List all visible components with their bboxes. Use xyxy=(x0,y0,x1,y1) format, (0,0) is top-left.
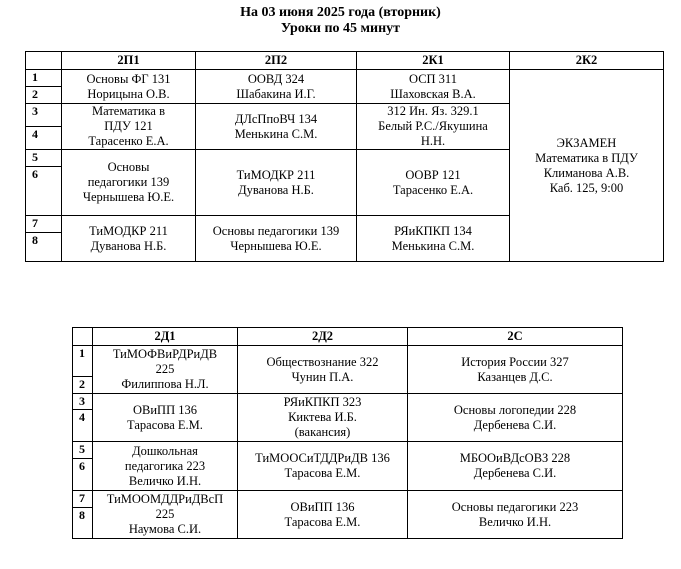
subject: Основы логопедии 228 xyxy=(453,402,577,417)
teacher: Н.Н. xyxy=(420,134,446,148)
lesson-cell xyxy=(357,216,510,262)
group-header-2k2: 2К2 xyxy=(510,52,664,70)
subject: ОВиПП 136 xyxy=(290,499,355,514)
exam-cell xyxy=(510,70,664,262)
subject: ООВР 121 xyxy=(405,167,461,182)
subject: 225 xyxy=(155,362,175,376)
teacher: Тарасова Е.М. xyxy=(127,417,203,432)
subject: ТиМОДКР 211 xyxy=(236,167,316,182)
subject: Математика в xyxy=(91,104,165,118)
lesson-number: 8 xyxy=(73,508,93,539)
teacher: Норицына О.В. xyxy=(87,86,170,101)
subject: Основы педагогики 139 xyxy=(212,223,340,238)
subject: Основы педагогики 223 xyxy=(451,499,579,514)
lesson-number: 1 xyxy=(73,346,93,377)
subject: педагогика 223 xyxy=(124,458,206,473)
exam-label: ЭКЗАМЕН xyxy=(556,135,617,150)
lesson-cell xyxy=(357,150,510,216)
exam-subject: Математика в ПДУ xyxy=(535,150,638,165)
lesson-duration-note: Уроки по 45 минут xyxy=(280,21,401,36)
teacher: Дуванова Н.Б. xyxy=(238,182,314,197)
date-title: На 03 июня 2025 года (вторник) xyxy=(240,5,441,20)
teacher: Менькина С.М. xyxy=(391,238,475,253)
subject: ТиМООСиТДДРиДВ 136 xyxy=(255,451,390,465)
subject: Основы ФГ 131 xyxy=(86,71,171,86)
teacher: Филиппова Н.Л. xyxy=(121,377,209,391)
lesson-cell xyxy=(93,346,238,394)
group-header-2d1: 2Д1 xyxy=(93,328,238,346)
lesson-cell xyxy=(196,70,357,104)
lesson-cell xyxy=(238,491,408,539)
lesson-number: 5 xyxy=(73,442,93,459)
lesson-cell xyxy=(62,150,196,216)
subject: ТиМОДКР 211 xyxy=(89,223,168,238)
lesson-cell xyxy=(93,491,238,539)
lesson-number: 2 xyxy=(26,87,62,104)
teacher: Тарасенко Е.А. xyxy=(392,182,474,197)
lesson-cell xyxy=(408,491,623,539)
teacher: Менькина С.М. xyxy=(234,126,318,141)
teacher: Шаховская В.А. xyxy=(390,86,476,101)
teacher: Шабакина И.Г. xyxy=(236,86,316,101)
lesson-cell xyxy=(238,346,408,394)
exam-teacher: Климанова А.В. xyxy=(543,165,630,180)
lesson-cell xyxy=(93,394,238,442)
teacher: Чунин П.А. xyxy=(291,369,354,384)
teacher: Величко И.Н. xyxy=(128,473,202,488)
lesson-number: 7 xyxy=(26,216,62,233)
teacher: Тарасенко Е.А. xyxy=(88,134,169,148)
lesson-cell xyxy=(196,216,357,262)
teacher: Дербенева С.И. xyxy=(473,466,557,480)
subject: Основы xyxy=(107,160,150,174)
teacher-note: (вакансия) xyxy=(294,425,351,439)
group-header-2s: 2С xyxy=(408,328,623,346)
lesson-cell xyxy=(357,70,510,104)
lesson-number: 5 xyxy=(26,150,62,167)
teacher: Тарасова Е.М. xyxy=(284,514,361,529)
lesson-cell xyxy=(62,216,196,262)
teacher: Тарасова Е.М. xyxy=(284,466,361,480)
subject: ОСП 311 xyxy=(409,71,457,86)
teacher: Величко И.Н. xyxy=(478,514,552,529)
group-header-2d2: 2Д2 xyxy=(238,328,408,346)
lesson-cell xyxy=(357,104,510,150)
corner-cell xyxy=(26,52,62,70)
lesson-cell xyxy=(238,394,408,442)
teacher: Чернышева Ю.Е. xyxy=(230,238,322,253)
teacher: Чернышева Ю.Е. xyxy=(82,190,175,204)
lesson-cell xyxy=(196,104,357,150)
subject: ТиМОФВиРДРиДВ xyxy=(112,347,218,361)
teacher: Наумова С.И. xyxy=(128,522,202,536)
lesson-number: 2 xyxy=(73,377,93,394)
subject: РЯиКПКП 134 xyxy=(394,223,472,238)
lesson-number: 6 xyxy=(73,459,93,491)
subject: История России 327 xyxy=(461,354,569,369)
group-header-2p1: 2П1 xyxy=(62,52,196,70)
subject: 225 xyxy=(155,507,175,521)
lesson-cell xyxy=(408,346,623,394)
lesson-number: 4 xyxy=(73,410,93,442)
subject: Обществознание 322 xyxy=(266,354,379,369)
lesson-number: 6 xyxy=(26,167,62,216)
lesson-cell xyxy=(62,104,196,150)
teacher: Казанцев Д.С. xyxy=(477,369,553,384)
group-header-2k1: 2К1 xyxy=(357,52,510,70)
lesson-number: 3 xyxy=(73,394,93,410)
subject: ДЛсПпоВЧ 134 xyxy=(234,111,318,126)
subject: педагогики 139 xyxy=(87,175,170,189)
schedule-table-2 xyxy=(72,327,623,539)
group-header-2p2: 2П2 xyxy=(196,52,357,70)
subject: ТиМООМДДРиДВсП xyxy=(106,492,224,506)
corner-cell xyxy=(73,328,93,346)
subject: ОВиПП 136 xyxy=(133,402,197,417)
schedule-table-1 xyxy=(25,51,664,262)
teacher: Дуванова Н.Б. xyxy=(90,238,167,253)
lesson-number: 4 xyxy=(26,127,62,150)
lesson-cell xyxy=(62,70,196,104)
teacher: Белый Р.С./Якушина xyxy=(378,119,488,133)
subject: ПДУ 121 xyxy=(104,119,153,133)
lesson-number: 7 xyxy=(73,491,93,508)
lesson-cell xyxy=(93,442,238,491)
subject: РЯиКПКП 323 xyxy=(283,395,362,409)
subject: ООВД 324 xyxy=(247,71,305,86)
subject: 312 Ин. Яз. 329.1 xyxy=(387,104,479,118)
teacher: Киктева И.Б. xyxy=(288,410,357,424)
lesson-cell xyxy=(196,150,357,216)
lesson-cell xyxy=(238,442,408,491)
teacher: Дербенева С.И. xyxy=(473,417,557,432)
exam-room-time: Каб. 125, 9:00 xyxy=(549,180,624,195)
subject: МБООиВДсОВЗ 228 xyxy=(459,451,571,465)
lesson-number: 1 xyxy=(26,70,62,87)
lesson-number: 8 xyxy=(26,233,62,262)
lesson-cell xyxy=(408,394,623,442)
subject: Дошкольная xyxy=(132,443,198,458)
lesson-cell xyxy=(408,442,623,491)
lesson-number: 3 xyxy=(26,104,62,127)
